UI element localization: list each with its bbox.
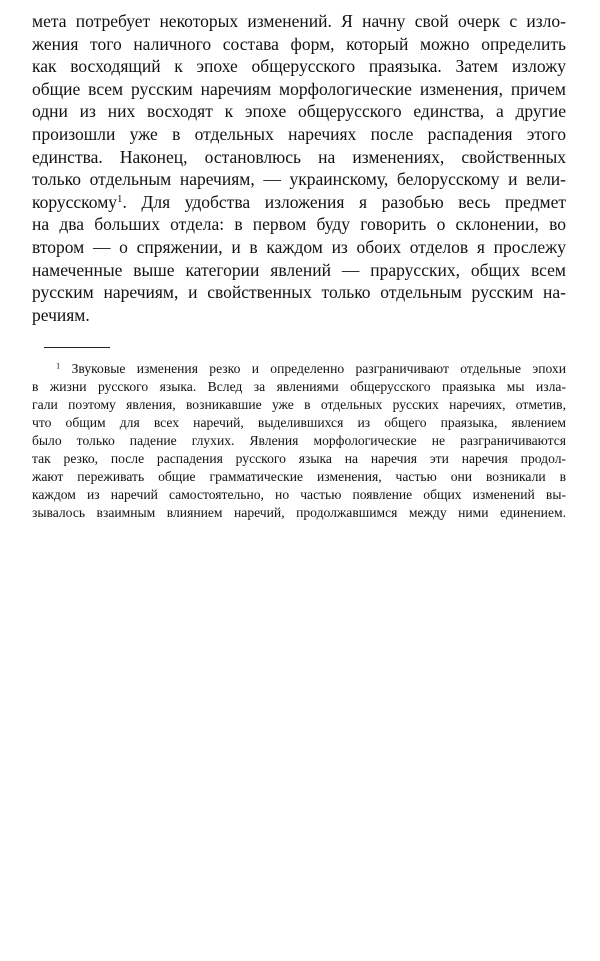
text-line: речиям.: [32, 304, 90, 325]
text-line: одни из них восходят к эпохе общерусского единства, а другие: [32, 101, 566, 122]
main-paragraph: [32, 10, 566, 326]
text-line: русским наречиям, и свойственных только отдельным русским на-: [32, 282, 566, 303]
text-line: втором — о спряжении, и в каждом из обоих отделов я прослежу: [32, 236, 566, 257]
footnote-line: гали поэтому явления, возникавшие уже в отдельных русских наречиях, отметив,: [32, 397, 566, 413]
text-fragment: корусскому: [32, 191, 118, 212]
footnote-line: жают переживать общие грамматические изменения, частью они возникали в: [32, 469, 566, 485]
text-line: намеченные выше категории явлений — прарусских, общих всем: [32, 259, 566, 280]
text-line: только отдельным наречиям, — украинскому, белорусскому и вели-: [32, 169, 566, 190]
footnote: [32, 360, 566, 522]
text-line: мета потребует некоторых изменений. Я начну свой очерк с изло-: [32, 11, 566, 31]
text-line: произошли уже в отдельных наречиях после распадения этого: [32, 123, 566, 144]
text-line: на два больших отдела: в первом буду говорить о склонении, во: [32, 214, 566, 235]
footnote-line: что общим для всех наречий, выделившихся из общего праязыка, явлением: [32, 415, 566, 431]
footnote-line: в жизни русского языка. Вслед за явлениями общерусского праязыка мы изла-: [32, 379, 566, 395]
page: [32, 10, 566, 522]
footnote-line: [32, 360, 566, 378]
text-line: как восходящий к эпохе общерусского праязыка. Затем изложу: [32, 56, 566, 77]
text-line-with-footnote-ref: [32, 191, 566, 214]
footnote-text: Звуковые изменения резко и определенно разграничивают отдельные эпохи: [71, 361, 566, 377]
footnote-reference[interactable]: 1: [117, 192, 123, 205]
text-line: единства. Наконец, остановлюсь на изменениях, свойственных: [32, 146, 566, 167]
footnote-line: зывалось взаимным влиянием наречий, продолжавшимся между ними единением.: [32, 505, 566, 521]
text-fragment: . Для удобства изложения я разобью весь предмет: [122, 191, 566, 212]
footnote-separator: [44, 347, 110, 348]
footnote-marker: 1: [56, 360, 61, 371]
footnote-line: каждом из наречий самостоятельно, но частью появление общих изменений вы-: [32, 487, 566, 503]
text-line: жения того наличного состава форм, который можно определить: [32, 33, 566, 54]
footnote-line: так резко, после распадения русского языка на наречия эти наречия продол-: [32, 451, 566, 467]
footnote-line: было только падение глухих. Явления морфологические не разграничиваются: [32, 433, 566, 449]
text-line: общие всем русским наречиям морфологические изменения, причем: [32, 78, 566, 99]
